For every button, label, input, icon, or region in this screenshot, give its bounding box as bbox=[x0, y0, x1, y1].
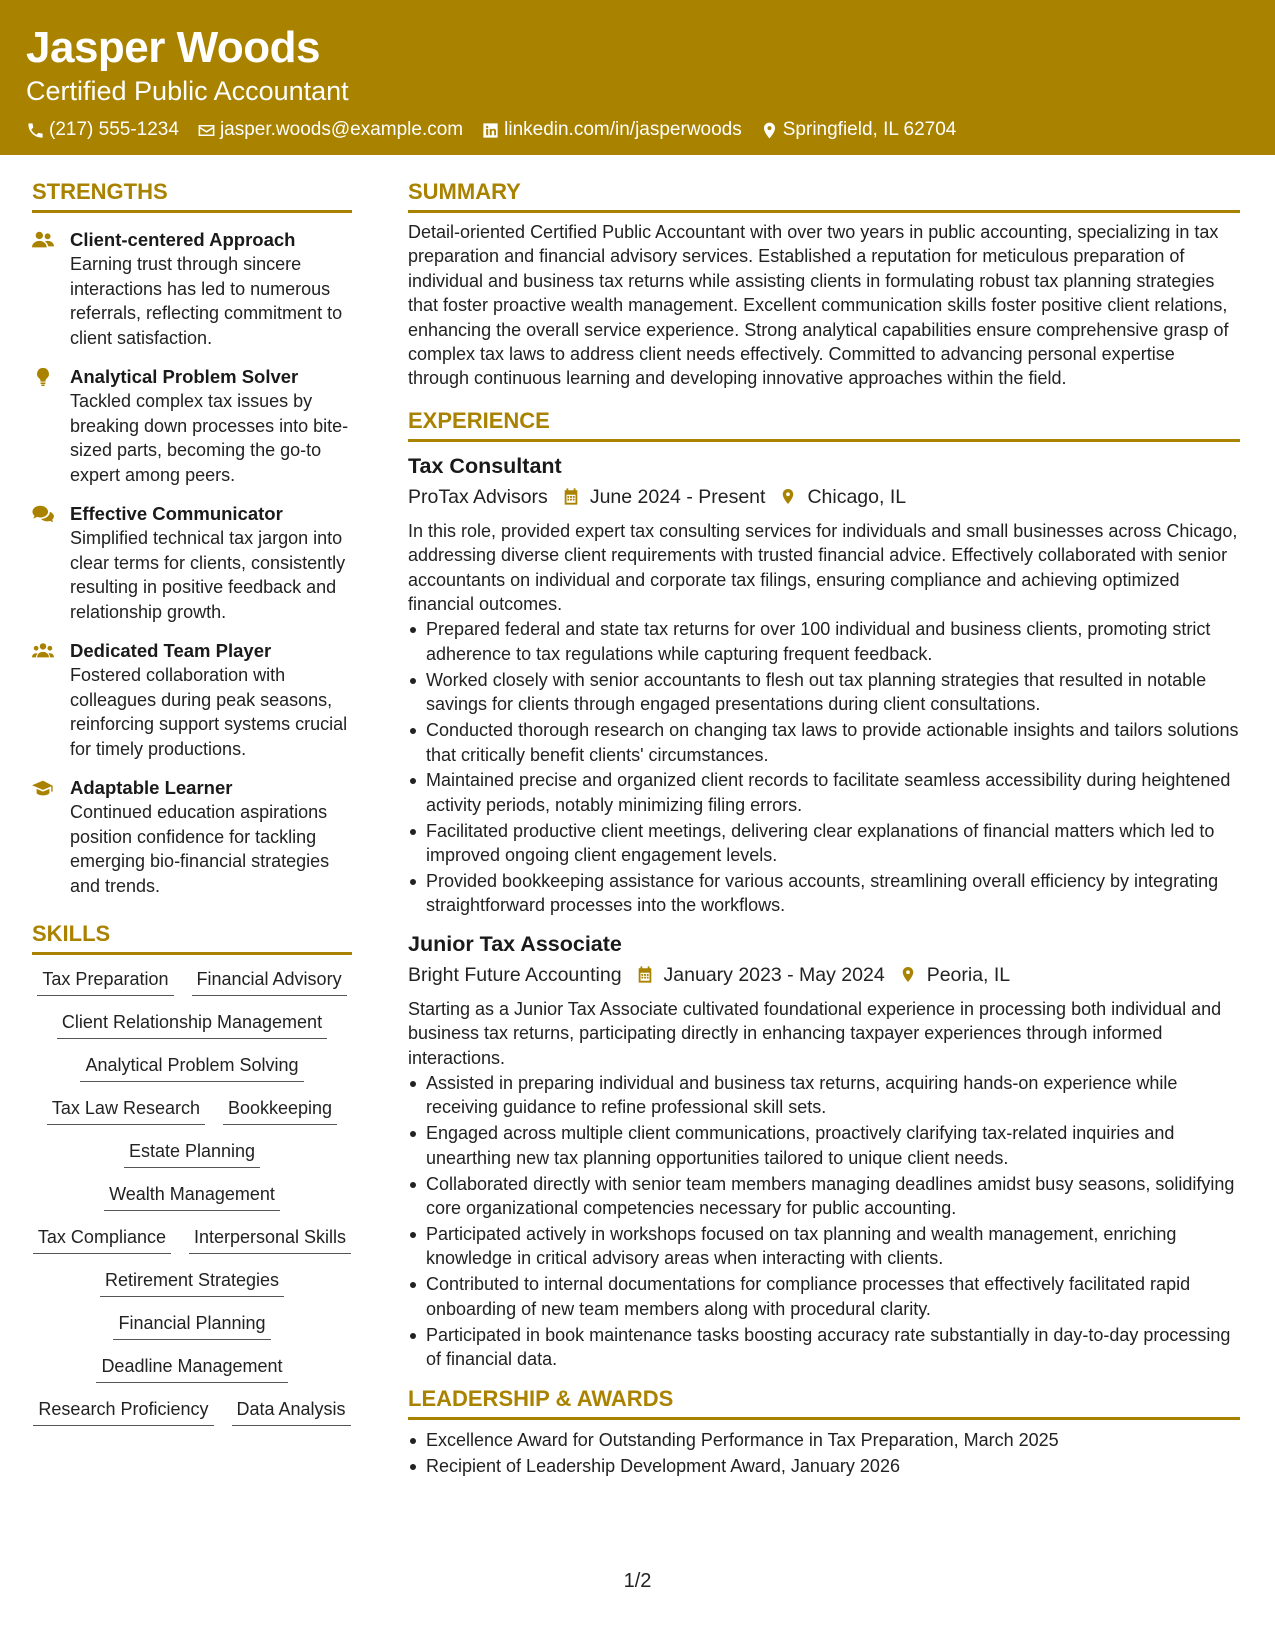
company-name: ProTax Advisors bbox=[408, 485, 548, 508]
contact-email[interactable] bbox=[197, 119, 463, 141]
strength-item bbox=[32, 227, 352, 350]
contact-location bbox=[760, 119, 957, 141]
skill-tag: Wealth Management bbox=[104, 1182, 280, 1211]
job-meta bbox=[408, 961, 1240, 989]
right-column bbox=[408, 178, 1240, 1480]
bullet-item: Conducted thorough research on changing tax laws to provide actionable insights and tailors solutions that critically benefit clients' circumstances. bbox=[408, 718, 1240, 767]
bullet-item: Worked closely with senior accountants to flesh out tax planning strategies that resulted in notable savings for clients through engaged presentations during client consultations. bbox=[408, 668, 1240, 717]
strength-title: Analytical Problem Solver bbox=[70, 366, 299, 387]
linkedin-text: linkedin.com/in/jasperwoods bbox=[504, 119, 742, 140]
job-entry bbox=[408, 930, 1240, 1372]
bullet-item: Prepared federal and state tax returns for over 100 individual and business clients, promoting strict adherence to tax regulations while capturing frequent feedback. bbox=[408, 617, 1240, 666]
strength-description: Fostered collaboration with colleagues during peak seasons, reinforcing support systems crucial for timely productions. bbox=[70, 665, 348, 759]
strength-description: Continued education aspirations position confidence for tackling emerging bio-financial strategies and trends. bbox=[70, 802, 330, 896]
skill-tag: Retirement Strategies bbox=[100, 1268, 284, 1297]
contact-phone[interactable] bbox=[26, 119, 179, 141]
job-title: Junior Tax Associate bbox=[408, 931, 622, 956]
job-dates: January 2023 - May 2024 bbox=[663, 963, 885, 986]
bullet-item: Provided bookkeeping assistance for various accounts, streamlining overall efficiency by integrating straightforward processes into the workflows. bbox=[408, 869, 1240, 918]
calendar-icon bbox=[636, 965, 654, 984]
skill-tag: Client Relationship Management bbox=[57, 1010, 327, 1039]
bullet-item: Assisted in preparing individual and business tax returns, acquiring hands-on experience while receiving guidance to refine professional skill sets. bbox=[408, 1071, 1240, 1120]
skill-tag: Estate Planning bbox=[124, 1139, 260, 1168]
skill-tag: Financial Advisory bbox=[192, 967, 347, 996]
skill-tag: Bookkeeping bbox=[223, 1096, 337, 1125]
graduation-cap-icon bbox=[32, 778, 54, 798]
job-description: Starting as a Junior Tax Associate cultivated foundational experience in processing both individual and business tax returns, participating directly in enhancing taxpayer experiences through informed interactions. bbox=[408, 998, 1222, 1068]
strength-title: Adaptable Learner bbox=[70, 777, 233, 798]
skills-heading: SKILLS bbox=[32, 920, 352, 955]
bullet-item: Collaborated directly with senior team members managing deadlines amidst busy seasons, solidifying core organizational competencies necessary for public accounting. bbox=[408, 1172, 1240, 1221]
page-number: 1/2 bbox=[623, 1570, 652, 1592]
left-column bbox=[32, 178, 352, 1426]
skill-tag: Analytical Problem Solving bbox=[80, 1053, 303, 1082]
lightbulb-icon bbox=[32, 367, 54, 387]
job-dates: June 2024 - Present bbox=[589, 485, 766, 508]
contact-linkedin[interactable] bbox=[481, 119, 742, 141]
strength-title: Dedicated Team Player bbox=[70, 640, 272, 661]
skill-tag: Research Proficiency bbox=[33, 1397, 213, 1426]
users-icon bbox=[32, 230, 54, 250]
strength-description: Tackled complex tax issues by breaking down processes into bite-sized parts, becoming the go-to expert among peers. bbox=[70, 391, 349, 485]
job-location: Chicago, IL bbox=[807, 485, 907, 508]
strength-title: Client-centered Approach bbox=[70, 229, 296, 250]
strength-item bbox=[32, 364, 352, 487]
bullet-item: Facilitated productive client meetings, delivering clear explanations of financial matters which led to improved ongoing client engagement levels. bbox=[408, 819, 1240, 868]
job-entry bbox=[408, 452, 1240, 918]
job-bullets bbox=[408, 617, 1240, 917]
skill-tag: Data Analysis bbox=[232, 1397, 351, 1426]
phone-text: (217) 555-1234 bbox=[49, 119, 179, 140]
summary-text: Detail-oriented Certified Public Accountant with over two years in public accounting, specializing in tax preparation and financial advisory services. Established a reputation for meticulous preparation of individual and business tax returns while assisting clients in formulating robust tax planning strategies that foster proactive wealth management. Excellent communication skills foster positive client relations, enhancing the overall service experience. Strong analytical capabilities ensure comprehensive grasp of complex tax laws to address client needs effectively. Committed to advancing personal expertise through continuous learning and developing innovative approaches within the field. bbox=[408, 222, 1229, 389]
location-text: Springfield, IL 62704 bbox=[782, 119, 957, 140]
calendar-icon bbox=[562, 487, 580, 506]
job-description: In this role, provided expert tax consulting services for individuals and small businesses across Chicago, addressing diverse client requirements with trusted financial advice. Effectively collaborated with senior accountants on individual and corporate tax filings, ensuring compliance and achieving optimized financial outcomes. bbox=[408, 520, 1238, 615]
awards-list bbox=[408, 1428, 1240, 1478]
candidate-title: Certified Public Accountant bbox=[26, 76, 349, 106]
bullet-item: Participated in book maintenance tasks boosting accuracy rate substantially in day-to-day processing of financial data. bbox=[408, 1323, 1240, 1372]
strengths-heading: STRENGTHS bbox=[32, 178, 352, 213]
strength-item bbox=[32, 775, 352, 898]
job-location: Peoria, IL bbox=[926, 963, 1011, 986]
skills-list bbox=[32, 967, 352, 1426]
job-title: Tax Consultant bbox=[408, 453, 562, 478]
strength-description: Earning trust through sincere interactions has led to numerous referrals, reflecting commitment to client satisfaction. bbox=[70, 254, 343, 348]
bullet-item: Maintained precise and organized client records to facilitate seamless accessibility during heightened activity periods, notably minimizing filing errors. bbox=[408, 768, 1240, 817]
company-name: Bright Future Accounting bbox=[408, 963, 622, 986]
phone-icon bbox=[26, 121, 45, 140]
skill-tag: Interpersonal Skills bbox=[189, 1225, 351, 1254]
strength-description: Simplified technical tax jargon into clear terms for clients, consistently resulting in positive feedback and relationship growth. bbox=[70, 528, 346, 622]
job-meta bbox=[408, 483, 1240, 511]
skill-tag: Deadline Management bbox=[96, 1354, 287, 1383]
job-bullets bbox=[408, 1071, 1240, 1371]
skill-tag: Tax Preparation bbox=[37, 967, 173, 996]
map-pin-icon bbox=[899, 965, 917, 984]
email-text: jasper.woods@example.com bbox=[219, 119, 464, 140]
contact-bar bbox=[26, 119, 1249, 141]
strength-item bbox=[32, 501, 352, 624]
envelope-icon bbox=[197, 121, 216, 140]
awards-heading: LEADERSHIP & AWARDS bbox=[408, 1385, 1240, 1420]
bullet-item: Contributed to internal documentations for compliance processes that effectively facilitated rapid onboarding of new team members along with procedural clarity. bbox=[408, 1272, 1240, 1321]
comments-icon bbox=[32, 504, 54, 524]
bullet-item: Participated actively in workshops focused on tax planning and wealth management, enriching knowledge in critical advisory areas when interacting with clients. bbox=[408, 1222, 1240, 1271]
linkedin-icon bbox=[481, 121, 500, 140]
team-icon bbox=[32, 641, 54, 661]
map-pin-icon bbox=[779, 487, 797, 506]
award-item: Recipient of Leadership Development Award, January 2026 bbox=[408, 1454, 1240, 1478]
award-item: Excellence Award for Outstanding Performance in Tax Preparation, March 2025 bbox=[408, 1428, 1240, 1452]
map-pin-icon bbox=[760, 121, 779, 140]
strength-title: Effective Communicator bbox=[70, 503, 283, 524]
skill-tag: Financial Planning bbox=[113, 1311, 270, 1340]
experience-heading: EXPERIENCE bbox=[408, 407, 1240, 442]
candidate-name: Jasper Woods bbox=[26, 23, 320, 72]
skill-tag: Tax Compliance bbox=[33, 1225, 171, 1254]
bullet-item: Engaged across multiple client communications, proactively clarifying tax-related inquiries and unearthing new tax planning opportunities tailored to unique client needs. bbox=[408, 1121, 1240, 1170]
resume-header bbox=[0, 0, 1275, 155]
skill-tag: Tax Law Research bbox=[47, 1096, 205, 1125]
strength-item bbox=[32, 638, 352, 761]
summary-heading: SUMMARY bbox=[408, 178, 1240, 213]
